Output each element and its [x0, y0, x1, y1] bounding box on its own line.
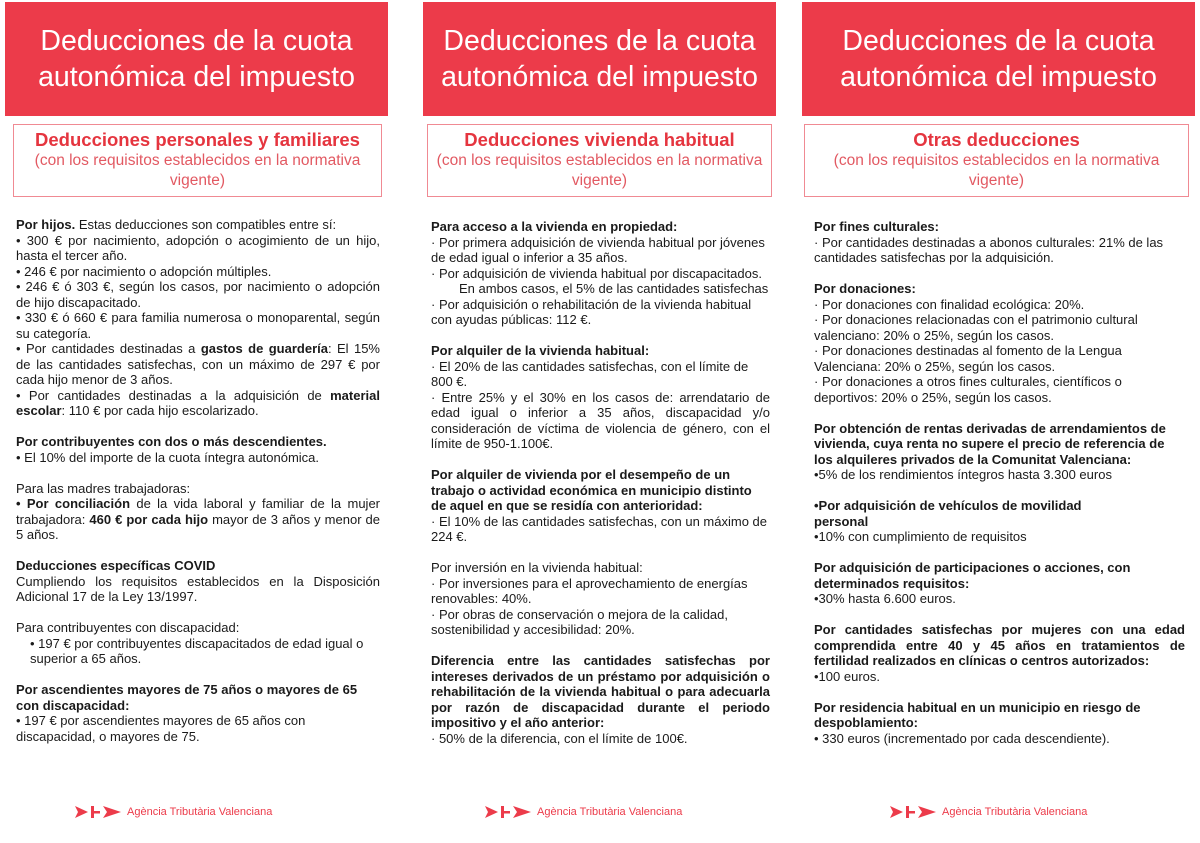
footer-text: Agència Tributària Valenciana	[537, 806, 683, 818]
text-bold: 460 € por cada hijo	[89, 511, 209, 527]
list-item: • 330 euros (incrementado por cada descendiente).	[814, 730, 1110, 746]
block-madres	[16, 481, 380, 543]
block-participaciones	[814, 560, 1185, 607]
panel-banner	[423, 2, 776, 116]
footer-logo	[485, 805, 682, 819]
list-item: •30% hasta 6.600 euros.	[814, 591, 956, 606]
banner-line: Deducciones de la cuota	[842, 25, 1155, 57]
text-bold: • Por conciliación	[16, 496, 131, 511]
block-heading: Para contribuyentes con discapacidad:	[16, 620, 240, 635]
block-heading: Por residencia habitual en un municipio en riesgo de despoblamiento:	[814, 699, 1141, 730]
text: mayor de 3 años y menor de 5 años.	[16, 511, 381, 542]
block-fertilidad	[814, 622, 1185, 684]
atv-logo-icon	[890, 805, 938, 819]
section-subtitle: (con los requisitos establecidos en la normativa vigente)	[436, 152, 763, 189]
panel-body	[814, 219, 1185, 746]
block-despoblamiento	[814, 700, 1185, 747]
block-heading: Por cantidades satisfechas por mujeres con una edad comprendida entre 40 y 45 años en tratamientos de fertilidad realizados en clínicas o centros autorizados:	[814, 622, 1185, 668]
block-heading: Por donaciones:	[814, 281, 916, 296]
text-bold: material escolar	[16, 387, 380, 418]
list-item: · El 10% de las cantidades satisfechas, con un máximo de 224 €.	[431, 513, 768, 544]
panel-otras	[802, 0, 1195, 843]
list-item: • 300 € por nacimiento, adopción o acogimiento de un hijo, hasta el tercer año.	[16, 232, 380, 263]
atv-logo-icon	[485, 805, 533, 819]
list-item: • 197 € por contribuyentes discapacitados de edad igual o superior a 65 años.	[30, 635, 364, 666]
block-heading: Por obtención de rentas derivadas de arrendamientos de vivienda, cuya renta no supere el precio de referencia de los alquileres privados de la Comunitat Valenciana:	[814, 420, 1166, 467]
banner-line: Deducciones de la cuota	[40, 25, 353, 57]
list-item: • 246 € ó 303 €, según los casos, por nacimiento o adopción de hijo discapacitado.	[16, 279, 380, 310]
block-heading: Diferencia entre las cantidades satisfechas por intereses derivados de un préstamo por adquisición o rehabilitación de la vivienda habitual o para adecuarla por razón de discapacidad durante el periodo impositivo y el año anterior:	[431, 653, 770, 730]
atv-logo-icon	[75, 805, 123, 819]
block-descendientes	[16, 434, 380, 465]
banner-line: autonómica del impuesto	[38, 61, 355, 93]
block-heading: Por alquiler de la vivienda habitual:	[431, 343, 650, 358]
list-item	[16, 496, 380, 543]
list-item: · Por donaciones con finalidad ecológica: 20%.	[814, 296, 1085, 312]
banner-line: autonómica del impuesto	[441, 61, 758, 93]
block-desempeno	[431, 467, 770, 545]
list-item: • 197 € por ascendientes mayores de 65 años con discapacidad, o mayores de 75.	[16, 713, 306, 744]
block-heading: Deducciones específicas COVID	[16, 558, 216, 573]
text-bold: gastos de guardería	[200, 341, 328, 356]
block-alquiler	[431, 343, 770, 452]
text: de la vida laboral y familiar de la mujer trabajadora:	[16, 496, 381, 527]
block-vehiculos	[814, 498, 1185, 545]
block-heading: Por adquisición de participaciones o acciones, con determinados requisitos:	[814, 560, 1131, 591]
block-hijos	[16, 217, 380, 419]
list-item: · Por donaciones relacionadas con el patrimonio cultural valenciano: 20% o 25%, según los casos.	[814, 312, 1138, 343]
footer-logo	[890, 805, 1087, 819]
block-diferencia	[431, 653, 770, 746]
block-heading: Por contribuyentes con dos o más descendientes.	[16, 434, 327, 449]
block-rentas	[814, 421, 1185, 483]
list-item: · Por primera adquisición de vivienda habitual por jóvenes de edad igual o inferior a 35 años.	[431, 234, 765, 265]
panel-banner	[5, 2, 388, 116]
list-item: · El 20% de las cantidades satisfechas, con el límite de 800 €.	[431, 358, 749, 389]
list-item: • El 10% del importe de la cuota íntegra autonómica.	[16, 449, 320, 465]
section-subtitle: (con los requisitos establecidos en la normativa vigente)	[34, 152, 361, 189]
block-donaciones	[814, 281, 1185, 405]
list-item: · Por inversiones para el aprovechamiento de energías renovables: 40%.	[431, 575, 748, 606]
list-item: · Por obras de conservación o mejora de la calidad, sostenibilidad y accesibilidad: 20%.	[431, 606, 728, 637]
footer-text: Agència Tributària Valenciana	[942, 806, 1088, 818]
banner-line: autonómica del impuesto	[840, 61, 1157, 93]
block-heading: Por inversión en la vivienda habitual:	[431, 560, 643, 575]
list-item: · Por donaciones a otros fines culturales, científicos o deportivos: 20% o 25%, según los casos.	[814, 374, 1122, 405]
list-item: · 50% de la diferencia, con el límite de 100€.	[431, 730, 688, 746]
list-item: · Entre 25% y el 30% en los casos de: arrendatario de edad igual o inferior a 35 años, discapacidad y/o consideración de víctima de violencia de género, con el límite de 950-1.100€.	[431, 389, 770, 451]
block-culturales	[814, 219, 1185, 266]
panel-banner	[802, 2, 1195, 116]
list-item: · Por cantidades destinadas a abonos culturales: 21% de las cantidades satisfechas por la adquisición.	[814, 234, 1164, 265]
section-title: Otras deducciones	[913, 129, 1080, 150]
block-heading: •Por adquisición de vehículos de movilidad personal	[814, 498, 1082, 529]
block-heading: Por hijos.	[16, 217, 76, 232]
block-heading: Para acceso a la vivienda en propiedad:	[431, 219, 678, 234]
footer-text: Agència Tributària Valenciana	[127, 806, 273, 818]
text: • Por cantidades destinadas a	[16, 341, 201, 356]
section-heading-box	[804, 124, 1189, 197]
list-item	[16, 341, 380, 388]
text: : El 15% de las cantidades satisfechas, con un máximo de 297 € por cada hijo menor de 3 años.	[16, 341, 380, 387]
block-heading: Por ascendientes mayores de 75 años o mayores de 65 con discapacidad:	[16, 682, 358, 713]
block-acceso	[431, 219, 770, 328]
panel-vivienda	[423, 0, 776, 843]
panel-body	[431, 219, 770, 746]
block-heading: Por alquiler de vivienda por el desempeño de un trabajo o actividad económica en municipio distinto de aquel en que se residía con anterioridad:	[431, 467, 752, 513]
block-intro: Estas deducciones son compatibles entre sí:	[75, 217, 337, 232]
block-ascendientes	[16, 682, 380, 744]
list-item: • 246 € por nacimiento o adopción múltiples.	[16, 263, 272, 279]
block-heading: Por fines culturales:	[814, 219, 939, 234]
panel-personales	[5, 0, 388, 843]
block-text: Cumpliendo los requisitos establecidos en la Disposición Adicional 17 de la Ley 13/1997.	[16, 573, 380, 604]
list-item: •10% con cumplimiento de requisitos	[814, 529, 1027, 544]
section-title: Deducciones vivienda habitual	[464, 129, 735, 150]
list-item	[16, 388, 380, 419]
section-subtitle: (con los requisitos establecidos en la normativa vigente)	[833, 152, 1160, 189]
list-item: · Por adquisición o rehabilitación de la vivienda habitual con ayudas públicas: 112 €.	[431, 296, 752, 327]
block-discapacidad	[16, 620, 380, 667]
banner-line: Deducciones de la cuota	[443, 25, 756, 57]
text: : 110 € por cada hijo escolarizado.	[61, 403, 259, 418]
list-item: · Por adquisición de vivienda habitual por discapacitados.	[431, 265, 762, 281]
footer-logo	[75, 805, 272, 819]
block-covid	[16, 558, 380, 605]
list-item: En ambos casos, el 5% de las cantidades satisfechas	[459, 281, 769, 296]
section-heading-box	[13, 124, 382, 197]
list-item: •5% de los rendimientos íntegros hasta 3.300 euros	[814, 467, 1112, 482]
section-heading-box	[427, 124, 772, 197]
section-title: Deducciones personales y familiares	[35, 129, 360, 150]
block-inversion	[431, 560, 770, 638]
text: • Por cantidades destinadas a la adquisición de	[16, 387, 331, 403]
block-heading: Para las madres trabajadoras:	[16, 480, 191, 496]
list-item: · Por donaciones destinadas al fomento de la Lengua Valenciana: 20% o 25%, según los casos.	[814, 343, 1122, 374]
list-item: •100 euros.	[814, 668, 880, 684]
list-item: • 330 € ó 660 € para familia numerosa o monoparental, según su categoría.	[16, 310, 380, 341]
panel-body	[16, 217, 380, 744]
